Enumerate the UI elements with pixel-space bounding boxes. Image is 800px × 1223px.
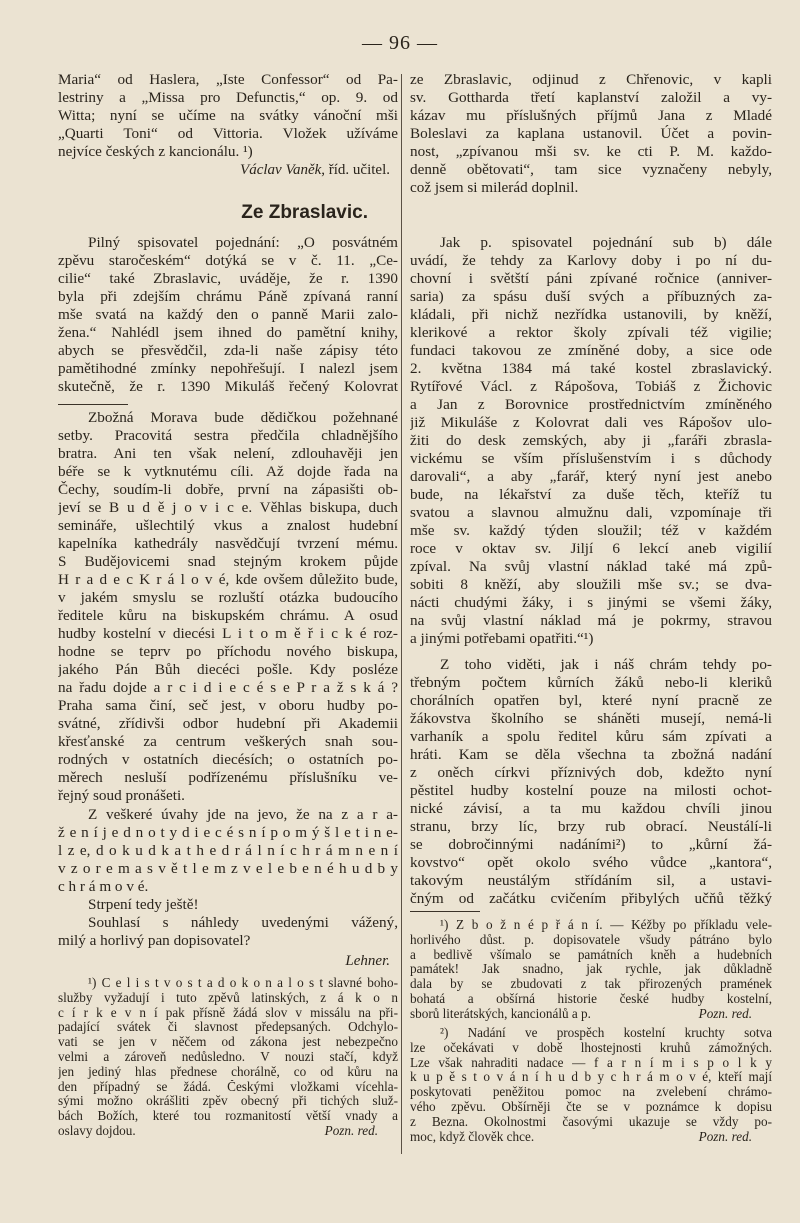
text-line: žiti do desk zemských, aby ji „faráři zbrasla- [410,432,772,449]
text-line: již Mikuláše z Kolovrat dali ves Rápošov ulo- [410,414,772,431]
text-line: mše svatá na každý den o panně Marii zalo- [58,306,398,323]
text-line: varhaník a spolu ředitel kůru sám zpívati a [410,728,772,745]
text-line: 2. května 1384 má také kostel zbraslavický. [410,360,772,377]
text-line: Zbožná Morava bude dědičkou požehnané [88,409,398,426]
article-heading: Ze Zbraslavic. [241,202,368,223]
text-line: zpíval. Na svůj vlastní náklad také má způ- [410,558,772,575]
text-line: nické závisí, a ta mu každou chvíli jinou [410,800,772,817]
text-line: se dobročinnými nadáními²) to „kůrní žá- [410,836,772,853]
text-line: měrech nesluší podřízenému příslušníku ve- [58,769,398,786]
page-number: — 96 — [362,32,438,54]
text-line: byla při zdejším chrámu Páně zpívaná ranní [58,288,398,305]
signature-title: , říd. učitel. [321,162,390,178]
text-line: c h r á m o v é. [58,878,149,895]
text-line: skutečně, že r. 1390 Mikuláš řečený Kolovrat [58,378,398,395]
text-line: z oněch církvi příznivých dob, kdežto nyní [410,764,772,781]
left-column [58,0,398,1223]
text-line: vickému se vším příslušenstvím i s důchody [410,450,772,467]
left-p5-paragraph [58,896,398,914]
text-line: abych se přesvědčil, zda-li naše zápisy této [58,342,398,359]
text-line: horlivého důst. p. dopisovatele všudy pátráno bylo [410,932,772,947]
text-line: dala by se zbudovati z tak přirozených pramének [410,977,772,992]
text-line: fundaci takovou ze zmíněné doby, a sice ode [410,342,772,359]
right-p3-paragraph [410,656,772,908]
text-line: Praha sama činí, seč jest, v oboru hudby po- [58,697,398,714]
text-line: béře se k vytknutému cíli. Až dojde řada na [58,463,398,480]
text-line: kázav mu příslušných příjmů Jana z Mladé [410,107,772,124]
text-line: roce v oktav sv. Jiljí 6 lekcí aneb vigilií [410,540,772,557]
text-line: v jakém smyslu se rozluští otázka budoucího [58,589,398,606]
text-line: vati se jen v něčem od zákona jest nebezpečno [58,1035,398,1050]
text-line: saria) za spásu duší svých a příbuzných za- [410,288,772,305]
text-line: vého zpěvu. Obšírněji čte se v poznámce k dopisu [410,1099,772,1114]
text-line: padající svátek či slavnost předepsaných. Odchylo- [58,1020,398,1035]
text-line: žákovstva školního se sháněti musejí, nemá-li [410,710,772,727]
text-line: mše sv. každý týden sloužil; též v každém [410,522,772,539]
text-line: poskytovati peněžitou pomoc na zvelebení chrámo- [410,1085,772,1100]
text-line: a jinými potřebami opatřiti.“¹) [410,630,594,647]
text-line: žena.“ Nahlédl jsem ihned do pamětní knihy, [58,324,398,341]
text-line: ¹) C e l i s t v o s t a d o k o n a l o s t slavné boho- [88,976,398,990]
text-line: zpěvu staročeském“ dotýká se v č. 11. „Ce- [58,252,398,269]
text-line: setby. Pracovitá sestra předčila chladnějšího [58,427,398,444]
right-p1-paragraph [410,71,772,197]
signature-lehner: Lehner. [345,953,390,969]
left-p3-paragraph [58,409,398,805]
text-line: denně obětovati“, tam sice vyznačeny nebyly, [410,161,772,178]
text-line: ředitele kůru na biskupském chrámu. A osud [58,607,398,624]
text-line: pěstitel hudby kostelní pouze na milosti ochot- [410,782,772,799]
text-line: jakého Pán Bůh diecéci pošle. Kdy posléze [58,661,398,678]
text-line: „Quarti Toni“ od Vittoria. Vložek užíváme [58,125,398,142]
text-line: semináře, ušlechtilý vkus a znalost hudební [58,517,398,534]
text-line: nost, „zpívanou mši sv. ke cti P. M. každo- [410,143,772,160]
text-line: hodne se teprv po příchodu nového biskupa, [58,643,398,660]
text-line: čným od začátku cvičením přibylých učňů těžký [410,890,772,907]
right-footnote2-footnote [410,1026,772,1144]
text-line: bách Božích, které tou rozmanitostí větší vnady a [58,1109,398,1124]
left-p2-paragraph [58,234,398,396]
text-line: v z o r e m a s v ě t l e m z v e l e b e n é h u d b y [58,860,398,877]
signature-vanek [58,161,398,179]
text-line: Z toho viděti, jak i náš chrám tehdy po- [440,656,772,673]
text-line: bohatá a obšírná historie české hudby kostelní, [410,991,772,1006]
text-line: S Budějovicemi snad stejným krokem půjde [58,553,398,570]
text-line: takovým neustálým střídáním sil, a ustavi- [410,872,772,889]
right-p2-paragraph [410,234,772,648]
text-line: milý a horlivý pan dopisovatel? [58,932,251,949]
text-line: křesťanské za centrum veškerých snah sou- [58,733,398,750]
text-line: svátné, zřídivši odbor hudební při Akademii [58,715,398,732]
text-line: Čechy, soudím-li dobře, první na zápasišti ob- [58,481,398,498]
editor-note: Pozn. red. [324,1123,378,1138]
text-line: ²) Nadání ve prospěch kostelní kruchty sotva [440,1026,772,1040]
text-line: Z veškeré úvahy jde na jevo, že na z a r a- [88,806,398,823]
text-line: lze očekávati v době lhostejnosti kruhů zámožných. [410,1040,772,1055]
text-line: klerikové a rektor školy zpívali též vigilie; [410,324,772,341]
left-p6-paragraph [58,914,398,950]
text-line: den případný se žádá. Českými vložkami vícehla- [58,1079,398,1094]
signature-name: Václav Vaněk [240,162,322,178]
column-divider [401,74,402,1154]
text-line: H r a d e c K r á l o v é, kde ovšem důležito bude, [58,571,398,588]
text-line: chorálních opatřen byl, které nyní pracně ze [410,692,772,709]
text-line: stranu, brzy líc, brzy rub obrací. Neustálí-li [410,818,772,835]
text-line: k u p ě s t o v á n í h u d b y c h r á m o v é, kteří mají [410,1070,772,1085]
text-line: řejný soud pronášeti. [58,787,185,804]
text-line: ze Zbraslavic, odjinud z Chřenovic, v kapli [410,71,772,88]
text-line: Strpení tedy ještě! [88,896,199,913]
text-line: Maria“ od Haslera, „Iste Confessor“ od Pa- [58,71,398,88]
text-line: hudby kostelní v diecési L i t o m ě ř i c k é roz- [58,625,398,642]
text-line [410,1007,772,1022]
text-line: třebným počtem kůrních žáků nebo-li kleriků [410,674,772,691]
text-line: kládali, při nichž nezřídka ustanovili, by kněží, [410,306,772,323]
text-line: památek! Jak snadno, jak rychle, jak důkladně [410,962,772,977]
left-p1-paragraph [58,71,398,161]
text-line: Souhlasí s náhledy uvedenými vážený, [88,914,398,931]
right-column [410,0,772,1223]
text-line: sobiti 8 kněží, aby sloužili mše sv.; se dva- [410,576,772,593]
text-line: Rytířové Václ. z Rápošova, Tobiáš z Žichovic [410,378,772,395]
text-line: sv. Gottharda třetí kaplanství založil a vy- [410,89,772,106]
text-line: chovní i světští páni zpívané ročnice (anniver- [410,270,772,287]
text-line: z Bezna. Okolnostmi časovými ukazuje se vždy po- [410,1114,772,1129]
editor-note: Pozn. red. [698,1006,752,1021]
left-footnote-footnote [58,976,398,1139]
text-line: sými možno okrášliti zpěv obecný při tichých služ- [58,1094,398,1109]
text-line: a bedlivě všímalo se památních kněh a hudebních [410,947,772,962]
text-line: cilie“ také Zbraslavic, uváděje, že r. 1390 [58,270,398,287]
text-line: Witta; nyní se učíme na svátky vánoční mši [58,107,398,124]
text-line: kapelníka kathedrály nasvědčují tvrzení mému. [58,535,398,552]
text-line: hráti. Kam se děla všechna ta zbožná nadání [410,746,772,763]
text-line: velmi a zároveň nedůsledno. V nouzi stačí, když [58,1049,398,1064]
text-line: l z e, d o k u d k a t h e d r á l n í c h r á m n e n í [58,842,398,859]
text-line: uvádí, že tehdy za Karlovy doby i po ní du- [410,252,772,269]
left-p4-paragraph [58,806,398,896]
text-line: darovali“, a aby „farář, který nyní jest anebo [410,468,772,485]
text-line: rodných v ostatních diecésích; o ostatních po- [58,751,398,768]
text-line: Lze však nahraditi nadace — f a r n í m i s p o l k y [410,1055,772,1070]
text-line [58,1124,398,1139]
text-line: což jsem si milerád doplnil. [410,179,579,196]
text-line-content: oslavy dojdou. [58,1123,136,1138]
text-line: bratra. Ani ten však nelení, zdlouhavěji jen [58,445,398,462]
text-line: nácti chudými žáky, i s jinými se všemi žáky, [410,594,772,611]
text-line: jen jediný hlas přednese chorálně, co od kůru na [58,1064,398,1079]
text-line: nejvíce českých z kancionálu. ¹) [58,143,253,160]
text-line: svatou a slavnou almužnu dali, vzpomínaje tři [410,504,772,521]
text-line: Boleslavi za kaplana ustanovil. Účet a povin- [410,125,772,142]
text-line: služby vyžadují i tuto zpěvů latinských, z á k o n [58,990,398,1005]
text-line: ¹) Z b o ž n é p ř á n í. — Kéžby po příkladu vele- [440,918,772,932]
text-line: lestriny a „Missa pro Defunctis,“ op. 9. od [58,89,398,106]
text-line: Pilný spisovatel pojednání: „O posvátném [88,234,398,251]
text-line: na řadu dojde a r c i d i e c é s e P r a ž s k á ? [58,679,398,696]
text-line: pamětihodné zmínky nepohřešují. I nalezl jsem [58,360,398,377]
editor-note: Pozn. red. [698,1129,752,1144]
text-line: Jak p. spisovatel pojednání sub b) dále [440,234,772,251]
text-line: kovstvo“ opět okolo svého vůdce „kantora“, [410,854,772,871]
text-line [410,1130,772,1145]
text-line-content: sborů literátských, kancionálů a p. [410,1006,591,1021]
text-line-content: moc, když člověk chce. [410,1129,535,1144]
text-line: jeví se B u d ě j o v i c e. Věhlas biskupa, duch [58,499,398,516]
right-footnote1-footnote [410,918,772,1022]
text-line: c í r k e v n í pak přísně žádá slov v missálu na při- [58,1005,398,1020]
text-line: a Jan z Borovnice prostřednictvím zmíněného [410,396,772,413]
text-line: na svůj vlastní náklad má je pokrmy, stravou [410,612,772,629]
text-line: bude, na lékařství za duše těch, kteříž tu [410,486,772,503]
text-line: ž e n í j e d n o t y d i e c é s n í p o m ý š l e t i n e- [58,824,398,841]
